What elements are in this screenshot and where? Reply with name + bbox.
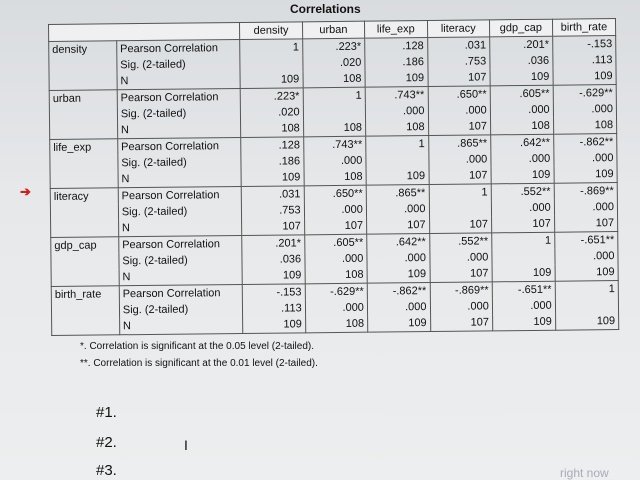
cell-value: .000 — [554, 150, 617, 167]
cell-value: .000 — [366, 201, 429, 218]
row-variable — [49, 106, 117, 123]
cell-value: .000 — [305, 251, 367, 268]
col-header: urban — [302, 21, 364, 39]
row-variable — [49, 57, 117, 74]
cell-value: .128 — [365, 38, 428, 55]
cell-value: 109 — [490, 69, 553, 86]
col-header: density — [240, 22, 303, 40]
cell-value: 1 — [429, 184, 492, 201]
cell-value: 108 — [553, 117, 616, 134]
cell-value: 109 — [240, 71, 303, 88]
cell-value: -.651** — [492, 281, 555, 298]
row-variable: life_exp — [50, 139, 118, 156]
cell-value: 108 — [241, 120, 304, 137]
cell-value: 108 — [365, 119, 428, 136]
cell-value: .186 — [365, 54, 428, 71]
col-header: literacy — [427, 20, 490, 38]
cell-value: 108 — [305, 267, 367, 284]
cell-value: .753 — [242, 202, 305, 219]
cell-value: .000 — [555, 248, 618, 265]
red-arrow-icon: ➔ — [20, 184, 31, 199]
cell-value: 107 — [491, 216, 554, 233]
cell-value: -.862** — [367, 283, 430, 300]
cell-value: .605** — [304, 234, 366, 251]
cell-value: 109 — [367, 266, 430, 283]
stat-label: Pearson Correlation — [117, 88, 241, 106]
stat-label: Pearson Correlation — [118, 186, 242, 204]
row-variable — [51, 302, 119, 319]
stat-label: Pearson Correlation — [119, 235, 243, 253]
cell-value: 107 — [242, 218, 305, 235]
footnote-05: *. Correlation is significant at the 0.05 level (2-tailed). — [80, 341, 315, 352]
cell-value: -.651** — [554, 232, 617, 249]
row-variable — [50, 204, 118, 221]
footnote-01: **. Correlation is significant at the 0.01 level (2-tailed). — [80, 358, 318, 369]
cell-value: .113 — [553, 52, 616, 69]
cell-value: 108 — [304, 169, 366, 186]
cell-value: .552** — [429, 233, 492, 250]
cell-value: .000 — [430, 298, 493, 315]
cell-value: .000 — [553, 101, 616, 118]
cell-value — [429, 200, 492, 217]
stat-label: Sig. (2-tailed) — [119, 252, 243, 269]
stat-label: Pearson Correlation — [117, 39, 241, 57]
stat-label: N — [117, 121, 241, 139]
question-3: #3. — [96, 462, 117, 479]
cell-value: -.862** — [553, 134, 616, 151]
cell-value — [492, 249, 555, 266]
cell-value: 109 — [491, 167, 554, 184]
cell-value: 107 — [429, 216, 492, 233]
row-variable — [50, 171, 118, 188]
cell-value: 1 — [555, 281, 618, 298]
cell-value — [303, 104, 365, 121]
cell-value: .201* — [490, 36, 553, 53]
cell-value: 107 — [304, 218, 366, 235]
row-variable — [52, 318, 120, 335]
cell-value: .552** — [491, 183, 554, 200]
cell-value: .743** — [303, 136, 365, 153]
cell-value: 109 — [492, 314, 555, 331]
stat-label: N — [119, 268, 243, 286]
stat-label: N — [117, 72, 241, 90]
stat-label: Sig. (2-tailed) — [117, 105, 241, 122]
cell-value: 1 — [492, 232, 555, 249]
cell-value: .000 — [429, 249, 492, 266]
cell-value: 108 — [303, 71, 365, 88]
row-variable: density — [49, 41, 117, 58]
cell-value: .000 — [491, 200, 554, 217]
cell-value: .642** — [367, 234, 430, 251]
cell-value: .031 — [242, 186, 305, 203]
cell-value: .223* — [241, 88, 304, 105]
cell-value: -.869** — [554, 183, 617, 200]
overlay-text: right now — [560, 466, 609, 480]
cell-value: 107 — [430, 265, 493, 282]
stat-label: N — [118, 219, 242, 237]
row-variable — [49, 73, 117, 90]
cell-value: .223* — [302, 38, 364, 55]
header-corner — [49, 22, 240, 41]
question-1: #1. — [96, 404, 117, 421]
col-header: gdp_cap — [489, 19, 552, 37]
stat-label: N — [118, 170, 242, 188]
cell-value: .000 — [304, 202, 366, 219]
col-header: birth_rate — [552, 19, 615, 37]
cell-value: 109 — [242, 267, 305, 284]
cell-value: .000 — [492, 298, 555, 315]
cell-value: 107 — [554, 215, 617, 232]
cell-value: 1 — [303, 87, 365, 104]
cell-value: 109 — [555, 313, 618, 330]
cell-value — [240, 55, 303, 72]
stat-label: Pearson Correlation — [119, 284, 243, 302]
correlations-table — [48, 18, 619, 336]
cell-value: 107 — [429, 167, 492, 184]
row-variable: gdp_cap — [51, 237, 119, 254]
cell-value — [555, 297, 618, 314]
cell-value: .128 — [241, 137, 304, 154]
row-variable — [51, 220, 119, 237]
cell-value: .000 — [554, 199, 617, 216]
cell-value: .036 — [242, 251, 305, 268]
cell-value: .201* — [242, 235, 305, 252]
col-header: life_exp — [364, 21, 427, 39]
row-variable — [51, 269, 119, 286]
question-2: #2. — [96, 434, 117, 451]
cell-value: .865** — [366, 185, 429, 202]
cell-value: 109 — [554, 166, 617, 183]
cell-value: .753 — [427, 53, 490, 70]
cell-value: .650** — [304, 185, 366, 202]
cell-value — [366, 152, 429, 169]
cell-value: .000 — [304, 153, 366, 170]
cell-value: .000 — [490, 102, 553, 119]
cell-value: .000 — [367, 299, 430, 316]
cell-value: 109 — [366, 168, 429, 185]
row-variable — [50, 122, 118, 139]
row-variable — [51, 253, 119, 270]
cell-value: 109 — [243, 316, 306, 333]
cell-value: .000 — [365, 103, 428, 120]
cell-value: 107 — [430, 314, 493, 331]
stat-label: N — [119, 317, 243, 335]
cell-value: .000 — [367, 250, 430, 267]
cell-value: -.153 — [552, 36, 615, 53]
cell-value: 109 — [241, 169, 304, 186]
row-variable: urban — [49, 90, 117, 107]
cell-value: 109 — [367, 315, 430, 332]
cell-value: .186 — [241, 153, 304, 170]
cell-value: -.629** — [553, 85, 616, 102]
cell-value: .020 — [241, 104, 304, 121]
cell-value: .020 — [303, 55, 365, 72]
cell-value: 107 — [428, 69, 491, 86]
cell-value: 109 — [553, 68, 616, 85]
cell-value: 108 — [305, 316, 367, 333]
cell-value: .036 — [490, 53, 553, 70]
cell-value: .031 — [427, 37, 490, 54]
row-variable — [50, 155, 118, 172]
stat-label: Sig. (2-tailed) — [118, 154, 242, 171]
cell-value: .000 — [305, 300, 367, 317]
cell-value: .605** — [490, 85, 553, 102]
cell-value: 108 — [490, 118, 553, 135]
cell-value: 1 — [240, 39, 303, 56]
cell-value: .000 — [428, 151, 491, 168]
cell-value: 1 — [366, 136, 429, 153]
cell-value: 107 — [366, 217, 429, 234]
stat-label: Sig. (2-tailed) — [117, 56, 241, 73]
cell-value: .642** — [491, 134, 554, 151]
cell-value: -.153 — [243, 284, 306, 301]
cell-value: 109 — [555, 264, 618, 281]
cell-value: .743** — [365, 87, 428, 104]
stat-label: Pearson Correlation — [118, 137, 242, 155]
cell-value: 109 — [365, 70, 428, 87]
stat-label: Sig. (2-tailed) — [118, 203, 242, 220]
table-title: Correlations — [290, 2, 361, 16]
cell-value: -.869** — [430, 282, 493, 299]
cell-value: .000 — [491, 151, 554, 168]
cell-value: .000 — [428, 102, 491, 119]
cell-value: .113 — [243, 300, 306, 317]
cell-value: 107 — [428, 118, 491, 135]
cell-value: .650** — [428, 86, 491, 103]
text-cursor-icon: I — [184, 437, 188, 453]
cell-value: 108 — [303, 120, 365, 137]
cell-value: -.629** — [305, 283, 367, 300]
stat-label: Sig. (2-tailed) — [119, 301, 243, 318]
cell-value: 109 — [492, 265, 555, 282]
row-variable: literacy — [50, 188, 118, 205]
cell-value: .865** — [428, 135, 491, 152]
row-variable: birth_rate — [51, 286, 119, 303]
